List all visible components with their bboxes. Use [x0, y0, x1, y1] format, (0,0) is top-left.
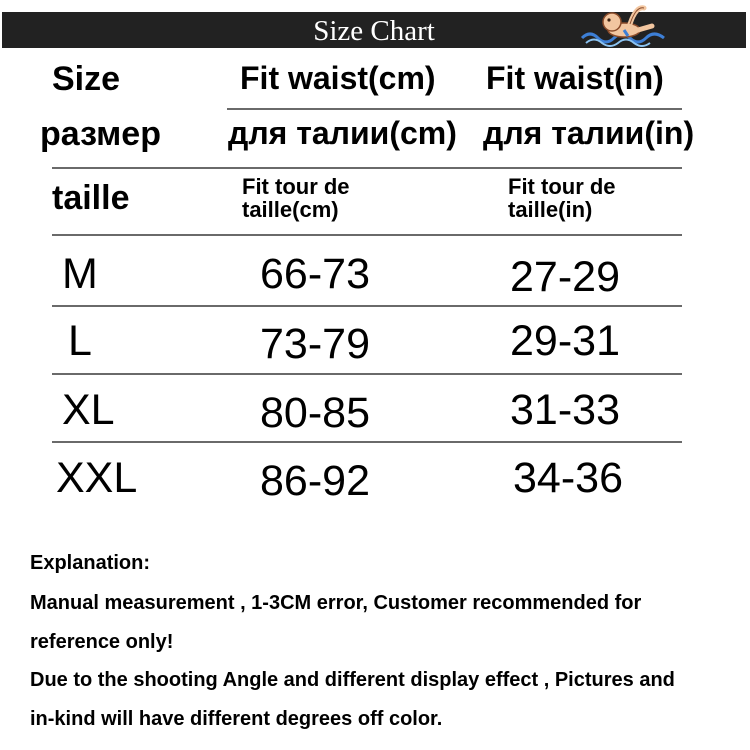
explanation-line: Manual measurement , 1-3CM error, Customer recommended for [30, 592, 642, 614]
waist-in-cell: 34-36 [513, 454, 623, 502]
waist-cm-cell: 73-79 [260, 320, 370, 368]
size-cell: XL [62, 386, 115, 434]
header-size-ru: размер [40, 115, 161, 153]
page-title: Size Chart [313, 15, 435, 47]
header-waist-in-fr: Fit tour de taille(in) [508, 174, 616, 222]
size-cell: M [62, 250, 98, 298]
explanation-line: reference only! [30, 631, 174, 653]
header-waist-cm-fr: Fit tour de taille(cm) [242, 174, 350, 222]
waist-cm-cell: 86-92 [260, 457, 370, 505]
divider [52, 441, 682, 443]
divider [52, 305, 682, 307]
header-waist-cm-ru: для талии(cm) [228, 115, 457, 151]
waist-cm-cell: 80-85 [260, 389, 370, 437]
size-cell: XXL [56, 454, 138, 502]
header-size-fr: taille [52, 179, 130, 217]
header-waist-cm-en: Fit waist(cm) [240, 60, 436, 96]
waist-in-cell: 29-31 [510, 317, 620, 365]
header-size-en: Size [52, 60, 121, 98]
explanation-line: in-kind will have different degrees off color. [30, 708, 443, 730]
waist-in-cell: 31-33 [510, 386, 620, 434]
waist-cm-cell: 66-73 [260, 250, 370, 298]
size-cell: L [68, 317, 92, 365]
divider [227, 108, 682, 110]
waist-in-cell: 27-29 [510, 253, 620, 301]
divider [52, 234, 682, 236]
cartoon-swimmer-icon [578, 0, 668, 48]
header-waist-in-en: Fit waist(in) [486, 60, 664, 96]
explanation-heading: Explanation: [30, 552, 151, 574]
divider [52, 373, 682, 375]
explanation-line: Due to the shooting Angle and different display effect , Pictures and [30, 669, 675, 691]
divider [52, 167, 682, 169]
header-waist-in-ru: для талии(in) [483, 115, 695, 151]
